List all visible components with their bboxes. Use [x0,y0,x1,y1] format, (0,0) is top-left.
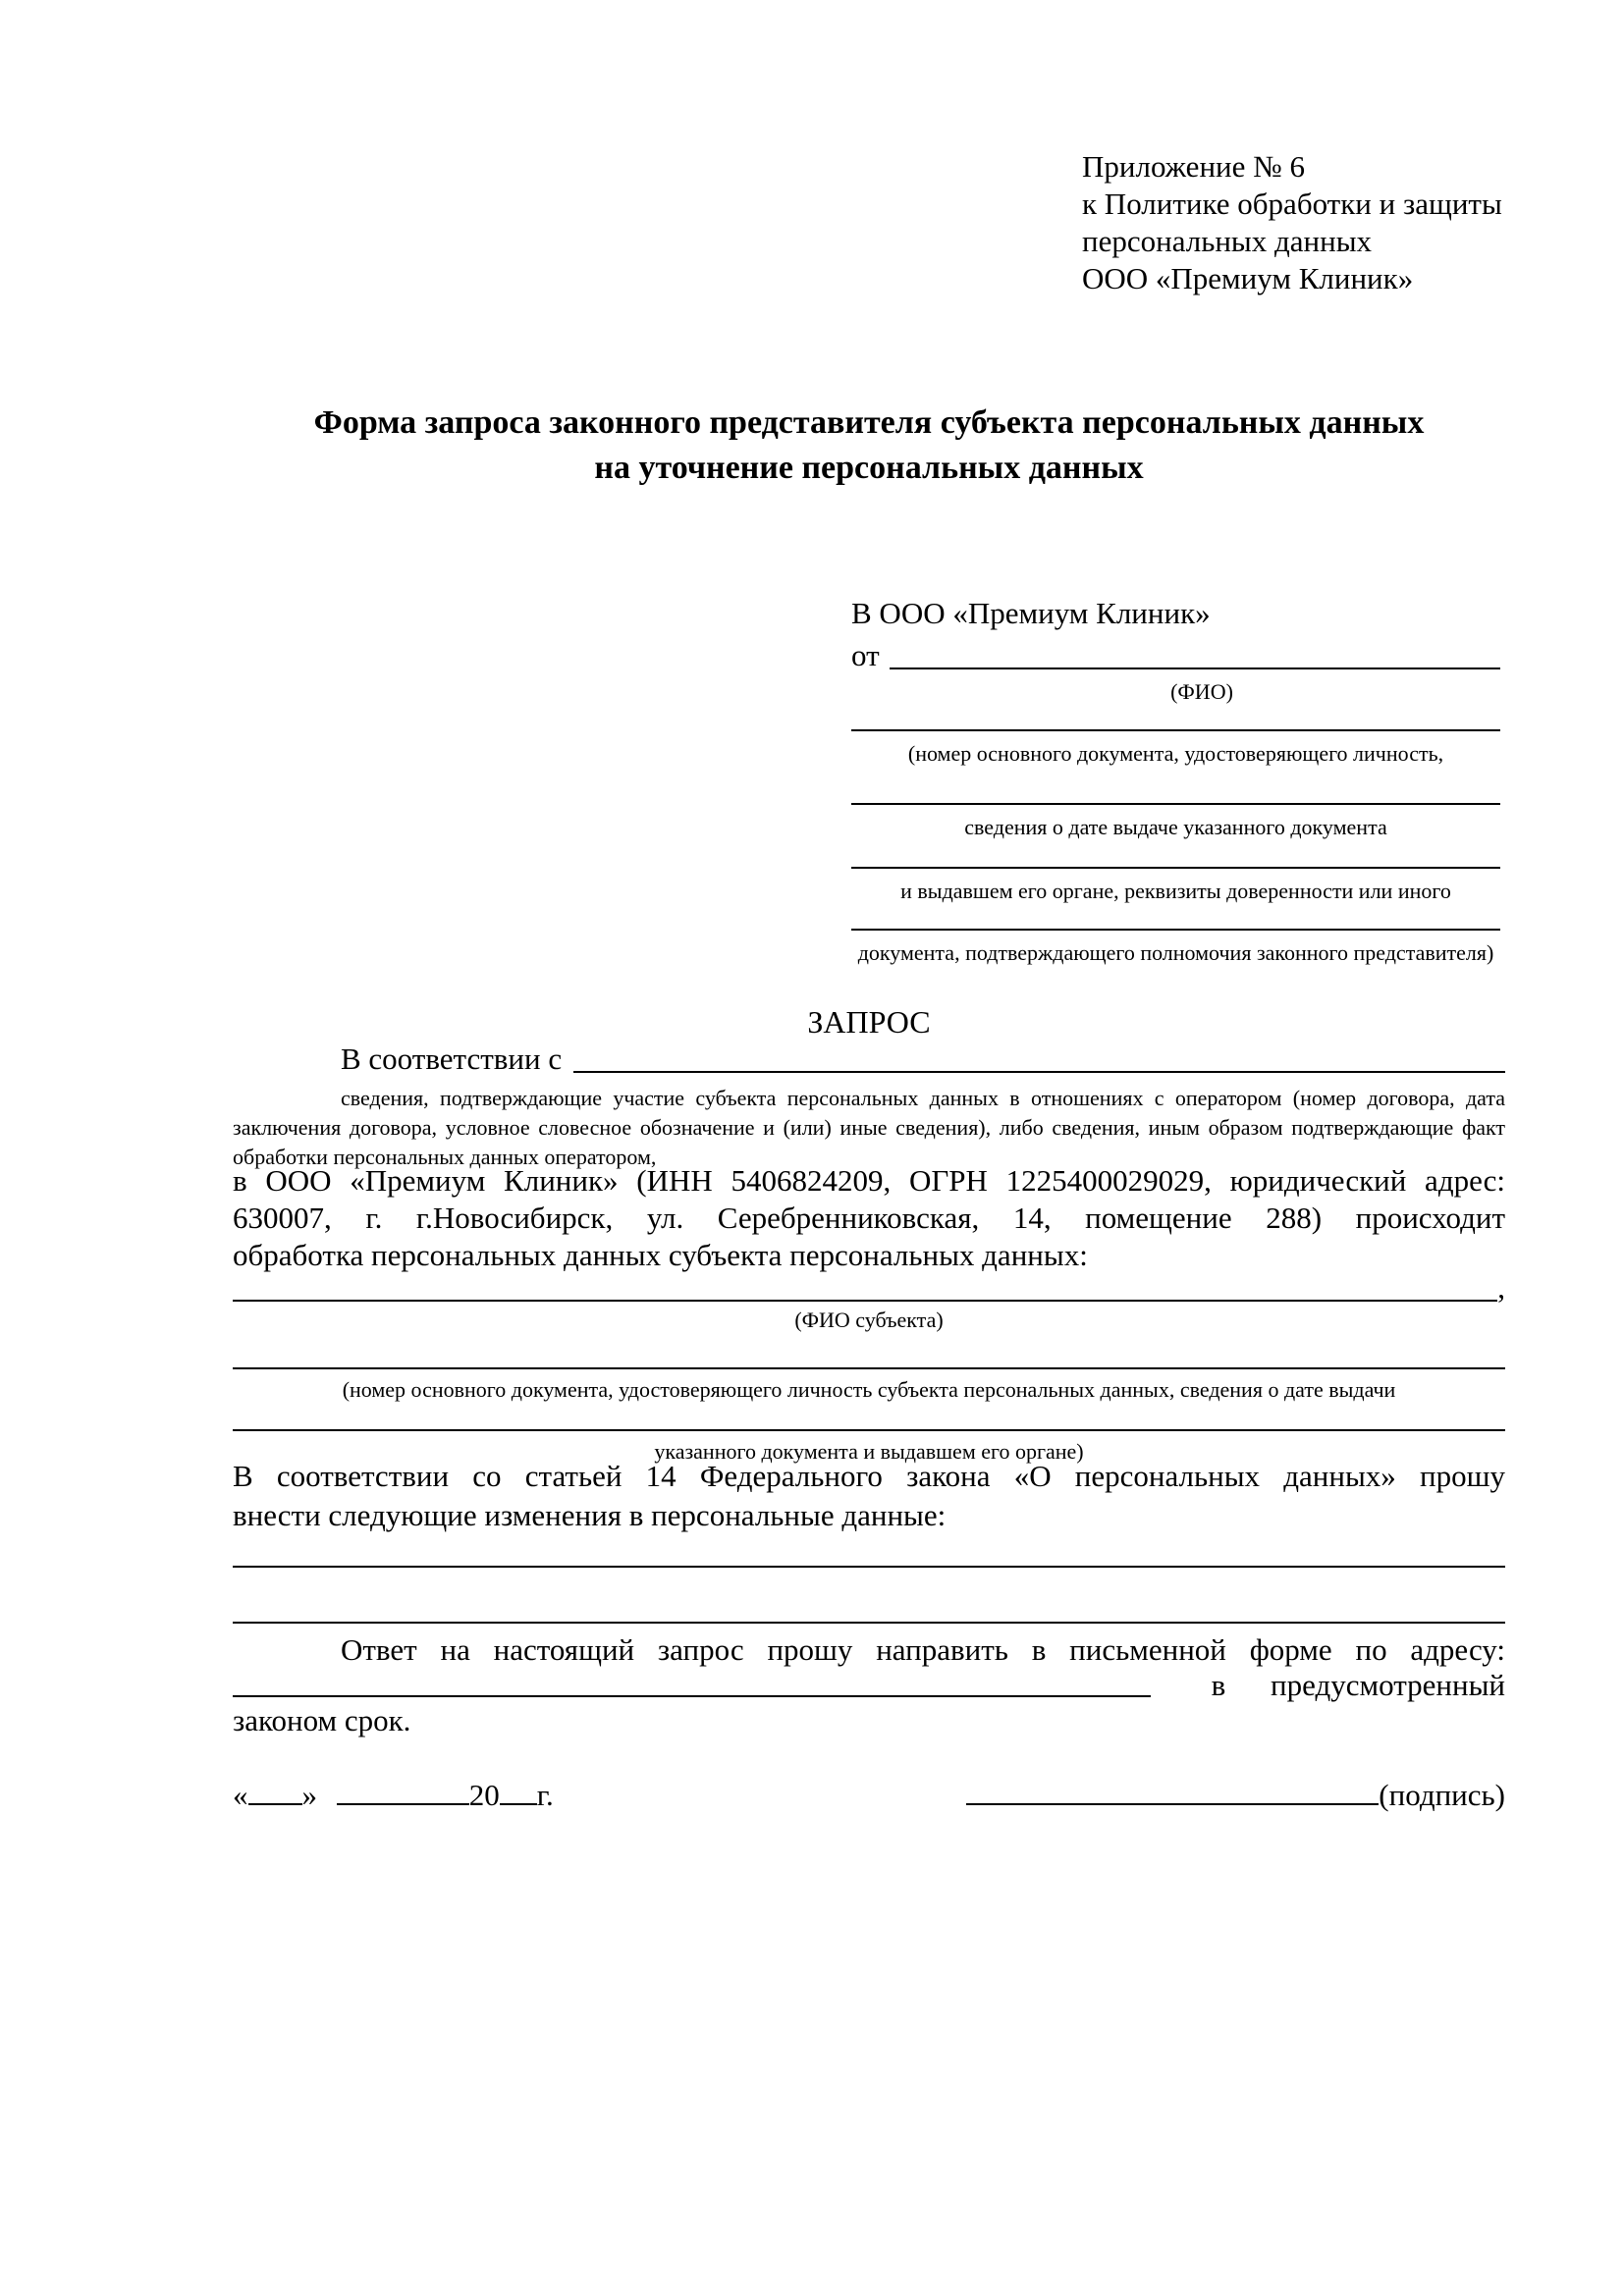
form-title-line-1: Форма запроса законного представителя субъекта персональных данных [313,404,1425,441]
year-suffix: г. [536,1778,554,1812]
date-field [233,1777,554,1814]
header-line: ООО «Премиум Клиник» [1082,261,1414,295]
basis-caption [233,1084,1505,1172]
fio-caption: (ФИО) [1170,679,1233,704]
reply-line-1: Ответ на настоящий запрос прошу направить в письменной форме по адресу: [341,1632,1505,1667]
month-blank-line [337,1780,469,1805]
subject-doc-blank-line-2 [233,1429,1505,1431]
doc-blank-line-4 [851,929,1500,931]
doc-blank-line-1 [851,729,1500,731]
subject-doc-caption-1: (номер основного документа, удостоверяющего личность субъекта персональных данных, сведения о дате выдачи [342,1377,1396,1402]
operator-line-2: 630007, г. г.Новосибирск, ул. Серебренниковская, 14, помещение 288) происходит [233,1201,1505,1235]
subject-fio-caption: (ФИО субъекта) [794,1308,944,1332]
addressee-organization: В ООО «Премиум Клиник» [851,596,1211,630]
basis-blank-line [573,1041,1505,1073]
basis-caption-line-1: сведения, подтверждающие участие субъекта персональных данных в отношениях с оператором (номер договора, дата [341,1086,1505,1110]
day-blank-line [248,1780,302,1805]
from-label: от [851,638,880,672]
from-row [851,637,1500,674]
doc-caption-1: (номер основного документа, удостоверяющего личность, [907,741,1444,766]
signature-field [966,1777,1505,1814]
form-title-line-2: на уточнение персональных данных [594,450,1144,486]
year-prefix: 20 [468,1778,500,1812]
reply-line-3: законом срок. [233,1703,411,1737]
request-heading: ЗАПРОС [807,1004,931,1040]
signature-row [233,1777,1505,1814]
operator-line-3: обработка персональных данных субъекта персональных данных: [233,1238,1088,1272]
operator-line-1: в ООО «Премиум Клиник» (ИНН 5406824209, ОГРН 1225400029029, юридический адрес: [233,1163,1505,1198]
header-line: Приложение № 6 [1082,149,1305,184]
subject-fio-row [233,1269,1505,1307]
from-blank-line [890,637,1500,669]
changes-blank-line-2 [233,1622,1505,1624]
doc-caption-3: и выдавшем его органе, реквизиты доверенности или иного [900,879,1451,903]
law-paragraph [233,1457,1505,1535]
doc-blank-line-3 [851,867,1500,869]
basis-prefix: В соответствии с [341,1041,563,1076]
doc-caption-2: сведения о дате выдаче указанного документа [964,815,1387,839]
doc-caption-4: документа, подтверждающего полномочия законного представителя) [857,940,1494,965]
header-line: персональных данных [1082,224,1373,258]
law-line-2: внести следующие изменения в персональные данные: [233,1498,947,1532]
subject-doc-blank-line-1 [233,1367,1505,1369]
law-line-1: В соответствии со статьей 14 Федерального закона «О персональных данных» прошу [233,1459,1505,1493]
basis-caption-line-2: заключения договора, условное словесное обозначение и (или) иные сведения), либо сведения, иным образом подтверждающие факт [233,1115,1505,1140]
date-quote-close: » [301,1778,317,1812]
subject-comma: , [1497,1270,1505,1305]
reply-address-blank-line [233,1667,1151,1697]
year-blank-line [500,1780,537,1805]
date-quote-open: « [233,1778,248,1812]
header-line: к Политике обработки и защиты [1082,187,1502,221]
signature-blank-line [966,1780,1379,1805]
header-block [1082,148,1502,297]
reply-address-row [233,1667,1505,1702]
operator-paragraph [233,1162,1505,1274]
changes-blank-line-1 [233,1566,1505,1568]
subject-doc-caption-2: указанного документа и выдавшем его органе) [654,1439,1084,1464]
reply-suffix: в предусмотренный [1211,1668,1505,1702]
basis-row [233,1041,1505,1078]
form-title [233,400,1505,491]
subject-fio-blank-line [233,1269,1497,1302]
basis-caption-line-3: обработки персональных данных оператором, [233,1145,657,1169]
signature-caption: (подпись) [1379,1778,1505,1812]
doc-blank-line-2 [851,803,1500,805]
